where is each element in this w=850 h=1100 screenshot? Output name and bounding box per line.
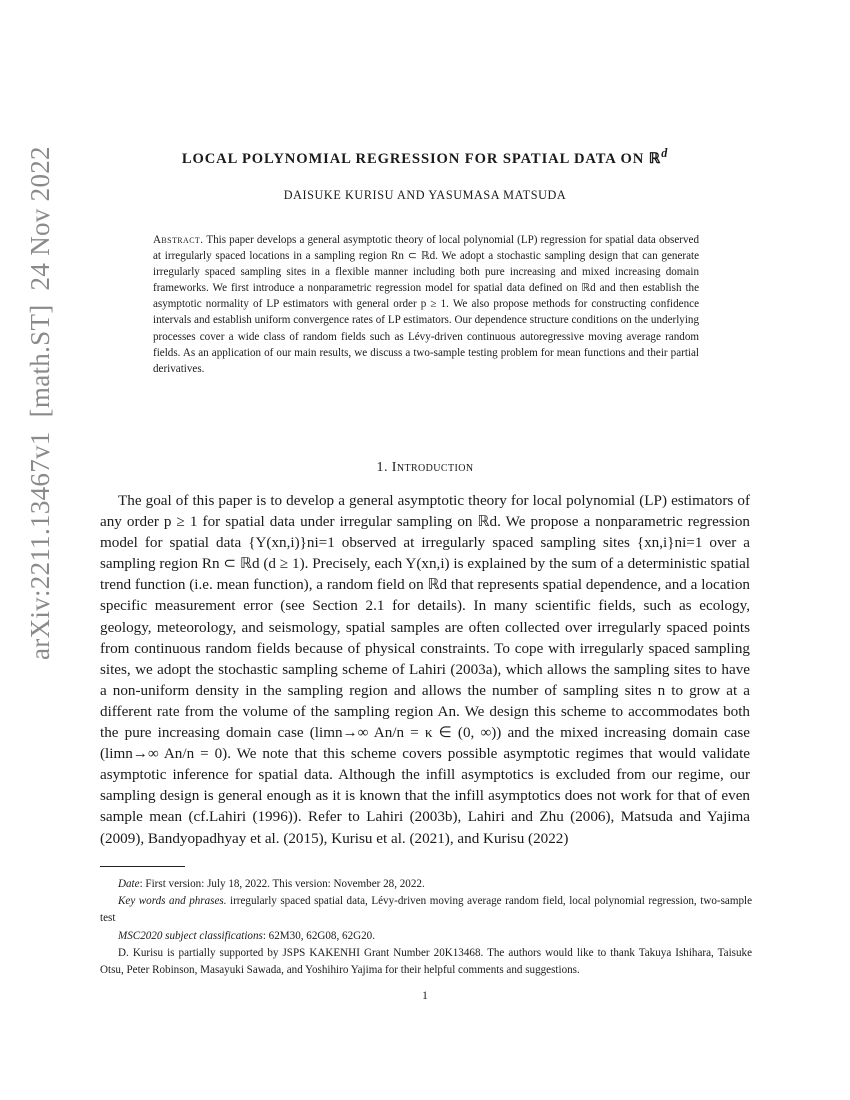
- paper-authors: DAISUKE KURISU AND YASUMASA MATSUDA: [283, 188, 567, 202]
- arxiv-sidebar-stamp: [20, 146, 60, 660]
- footnote-msc: MSC2020 subject classifications: 62M30, 62G08, 62G20.: [118, 929, 376, 942]
- arxiv-category: [math.ST]: [25, 304, 55, 418]
- abstract-text: This paper develops a general asymptotic theory of local polynomial (LP) regression for spatial data observed at irregularly spaced locations in a sampling region Rn ⊂ ℝd. We adopt a stochastic sampling design that can generate irregularly spaced sampling sites in a flexible manner including both pure increasing and mixed increasing domain frameworks. We first introduce a nonparametric regression model for spatial data defined on ℝd and then establish the asymptotic normality of LP estimators with general order p ≥ 1. We also propose methods for constructing confidence intervals and establish uniform convergence rates of LP estimators. Our dependence structure conditions on the underlying processes cover a wide class of random fields such as Lévy-driven continuous autoregressive moving average random fields. As an application of our main results, we discuss a two-sample testing problem for mean functions and their partial derivatives.: [153, 234, 700, 375]
- footnote-acknowledgment: D. Kurisu is partially supported by JSPS KAKENHI Grant Number 20K13468. The authors would like to thank Takuya Ishihara, Taisuke Otsu, Peter Robinson, Masayuki Sawada, and Yoshihiro Yajima for their helpful comments and suggestions.: [100, 946, 752, 977]
- section-title: Introduction: [391, 460, 474, 475]
- footnotes: [100, 876, 752, 979]
- section-number: 1.: [376, 460, 388, 475]
- arxiv-date: 24 Nov 2022: [25, 146, 55, 291]
- abstract-label: Abstract.: [153, 234, 204, 246]
- footnote-rule: [100, 866, 185, 867]
- footnote-date: Date: First version: July 18, 2022. This version: November 28, 2022.: [118, 878, 425, 890]
- footnote-keywords: Key words and phrases. irregularly spaced spatial data, Lévy-driven moving average random field, local polynomial regression, two-sample test: [100, 895, 752, 925]
- section-heading: [100, 460, 750, 476]
- abstract: [153, 232, 699, 377]
- intro-paragraph: The goal of this paper is to develop a general asymptotic theory for local polynomial (LP) estimators of any order p ≥ 1 for spatial data under irregular sampling on ℝd. We propose a nonparametric regression model for spatial data {Y(xn,i)}ni=1 observed at irregularly spaced sampling sites {xn,i}ni=1 over a sampling region Rn ⊂ ℝd (d ≥ 1). Precisely, each Y(xn,i) is explained by the sum of a deterministic spatial trend function (i.e. mean function), a random field on ℝd that represents spatial dependence, and a location specific measurement error (see Section 2.1 for details). In many scientific fields, such as ecology, geology, meteorology, and seismology, spatial samples are often collected over irregularly spaced points from continuous random fields because of physical constraints. To cope with irregularly spaced sampling sites, we adopt the stochastic sampling scheme of Lahiri (2003a), which allows the sampling sites to have a non-uniform density in the sampling region and allows the number of sampling sites n to grow at a different rate from the volume of the sampling region An. We design this scheme to accommodates both the pure increasing domain case (limn→∞ An/n = κ ∈ (0, ∞)) and the mixed increasing domain case (limn→∞ An/n = 0). We note that this scheme covers possible asymptotic regimes that would validate asymptotic inference for spatial data. Although the infill asymptotics is excluded from our regime, our sampling design is general enough as it is known that the infill asymptotics does not work for that of even sample mean (cf.Lahiri (1996)). Refer to Lahiri (2003b), Lahiri and Zhu (2006), Matsuda and Yajima (2009), Bandyopadhyay et al. (2015), Kurisu et al. (2021), and Kurisu (2022): [100, 492, 750, 847]
- page-number: 1: [422, 990, 428, 1002]
- paper-title: LOCAL POLYNOMIAL REGRESSION FOR SPATIAL DATA ON ℝ$^d$: [181, 146, 669, 167]
- arxiv-id: arXiv:2211.13467v1: [25, 431, 55, 660]
- introduction-body: [100, 490, 750, 849]
